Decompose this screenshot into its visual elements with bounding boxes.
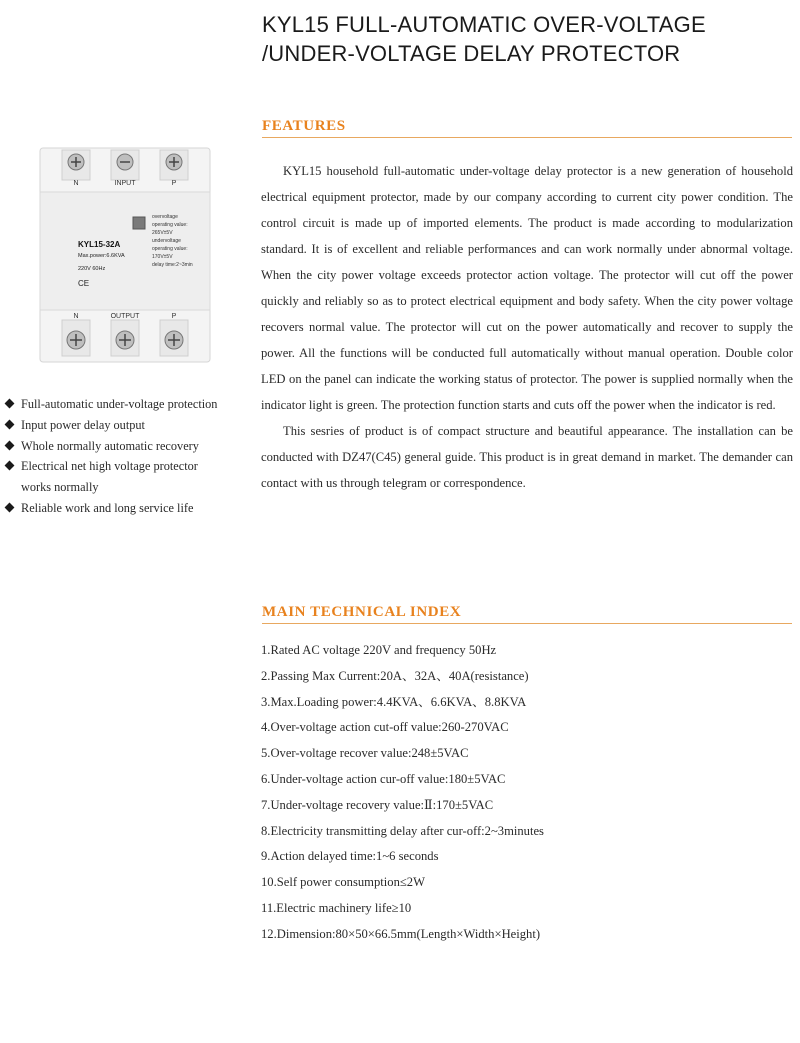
title-line-2: /UNDER-VOLTAGE DELAY PROTECTOR	[262, 41, 681, 66]
panel-line: 170V±5V	[152, 254, 173, 260]
bullet-text: Input power delay output	[21, 417, 145, 432]
bullet-text: Full-automatic under-voltage protection	[21, 397, 218, 411]
title-line-1: KYL15 FULL-AUTOMATIC OVER-VOLTAGE	[262, 12, 706, 37]
list-item: 9.Action delayed time:1~6 seconds	[261, 849, 439, 864]
list-item: 5.Over-voltage recover value:248±5VAC	[261, 746, 469, 761]
panel-line: operating value:	[152, 222, 188, 228]
device-max-power: Max.power:6.6KVA	[78, 253, 125, 259]
list-item: 4.Over-voltage action cut-off value:260-270VAC	[261, 720, 509, 735]
list-item	[5, 415, 255, 436]
list-item: 3.Max.Loading power:4.4KVA、6.6KVA、8.8KVA	[261, 694, 527, 709]
page-title	[262, 10, 792, 68]
list-item	[5, 394, 255, 415]
bottom-label-p: P	[171, 313, 177, 320]
product-image	[36, 140, 216, 370]
bottom-terminals	[62, 320, 188, 356]
list-item: 12.Dimension:80×50×66.5mm(Length×Width×Height)	[261, 926, 541, 941]
top-label-input: INPUT	[114, 180, 136, 187]
diamond-bullet-icon	[5, 419, 15, 429]
list-item	[5, 436, 255, 457]
panel-line: undervoltage	[152, 238, 181, 244]
list-item	[5, 456, 221, 498]
panel-line: 265V±5V	[152, 230, 173, 236]
diamond-bullet-icon	[5, 461, 15, 471]
list-item: 2.Passing Max Current:20A、32A、40A(resistance)	[261, 668, 529, 683]
technical-index-heading: MAIN TECHNICAL INDEX	[262, 604, 792, 624]
list-item: 6.Under-voltage action cur-off value:180±5VAC	[261, 771, 506, 786]
device-model: KYL15-32A	[78, 240, 121, 249]
panel-line: delay time:2~3min	[152, 262, 193, 268]
features-heading: FEATURES	[262, 118, 792, 138]
bullet-text: Reliable work and long service life	[21, 500, 194, 515]
ce-mark: CE	[78, 279, 90, 288]
features-paragraph-1: KYL15 household full-automatic under-voltage delay protector is a new generation of household electrical equipment protector, made by our company according to current city power condition. The control circuit is made up of imported elements. The product is made according to modularization standard. It is of excellent and reliable performances and can work normally under abnormal voltage. When the city power voltage exceeds protector action voltage. The protector will cut off the power quickly and reliably so as to protect electrical equipment and body safety. When the city power voltage recovers normal value. The protector will cut on the power automatically and recover to supply the power. All the functions will be conducted full automatically without manual operation. Double color LED on the panel can indicate the working status of protector. The power is supplied normally when the indicator light is green. The protection function starts and cuts off the power when the indicator is red.	[261, 164, 793, 412]
diamond-bullet-icon	[5, 399, 15, 409]
list-item	[5, 498, 255, 519]
features-body	[261, 158, 793, 496]
diamond-bullet-icon	[5, 503, 15, 513]
bottom-label-n: N	[73, 313, 79, 320]
bottom-label-output: OUTPUT	[110, 313, 140, 320]
feature-bullet-list	[5, 394, 255, 519]
list-item: 8.Electricity transmitting delay after cur-off:2~3minutes	[261, 823, 544, 838]
list-item: 1.Rated AC voltage 220V and frequency 50Hz	[261, 643, 497, 657]
bullet-text: Whole normally automatic recovery	[21, 438, 199, 453]
panel-line: operating value:	[152, 246, 188, 252]
top-label-n: N	[73, 180, 79, 187]
technical-index-list	[261, 638, 791, 948]
list-item: 11.Electric machinery life≥10	[261, 900, 412, 915]
device-rating: 220V 60Hz	[78, 266, 106, 272]
led-indicator	[133, 217, 145, 229]
list-item: 7.Under-voltage recovery value:Ⅱ:170±5VAC	[261, 797, 494, 812]
top-terminals	[62, 150, 188, 180]
panel-line: overvoltage	[152, 214, 178, 220]
top-label-p: P	[171, 180, 177, 187]
features-paragraph-2: This sesries of product is of compact structure and beautiful appearance. The installation can be conducted with DZ47(C45) general guide. This product is in great demand in market. The demander can contact with us through telegram or correspondence.	[261, 424, 793, 490]
diamond-bullet-icon	[5, 440, 15, 450]
bullet-text: Electrical net high voltage protector works normally	[21, 459, 198, 495]
list-item: 10.Self power consumption≤2W	[261, 875, 425, 890]
